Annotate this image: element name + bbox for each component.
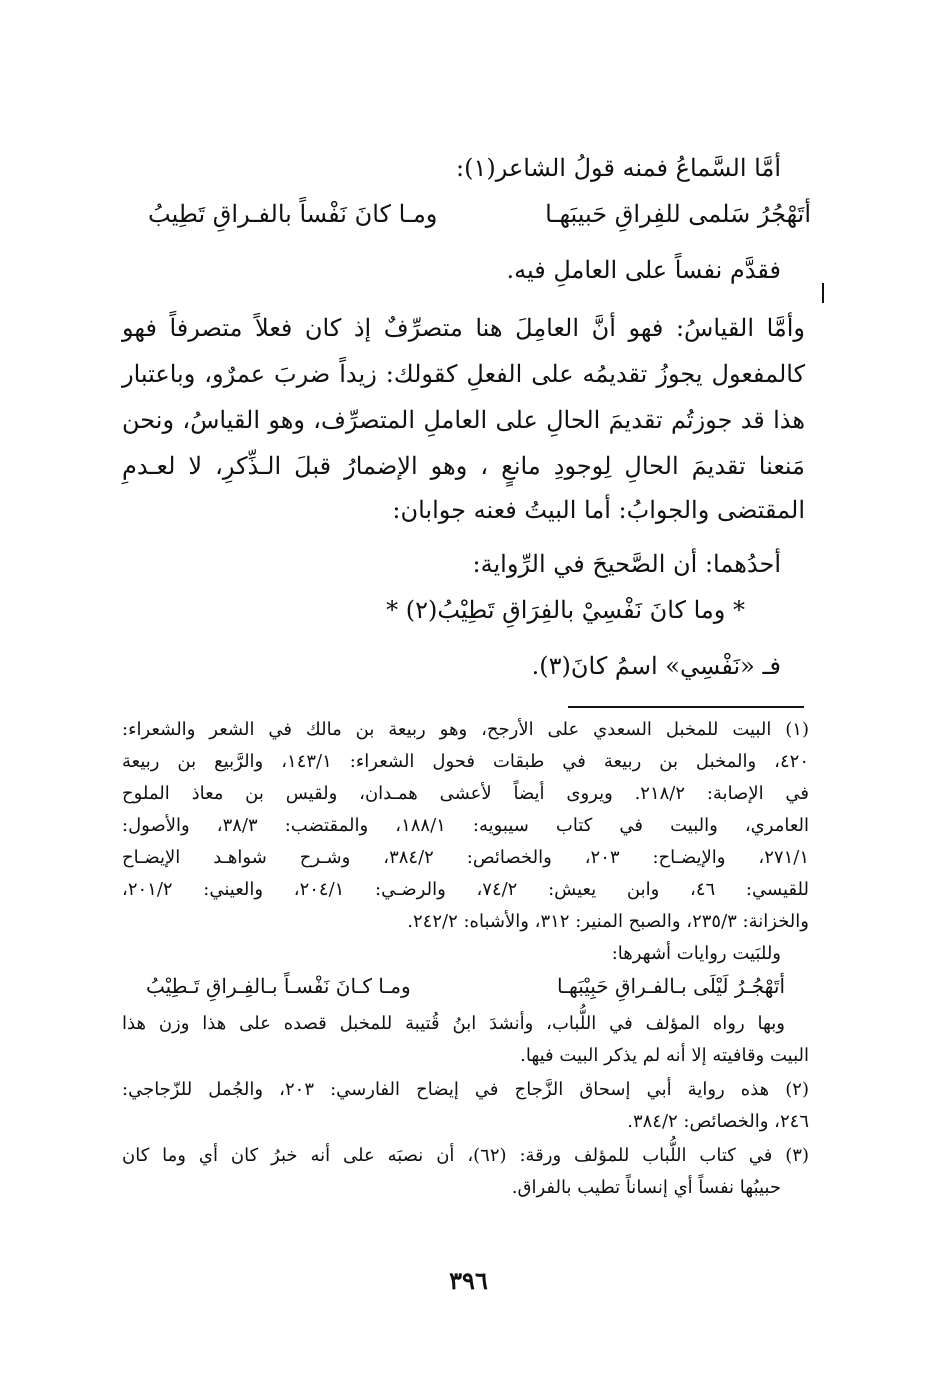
footnote-1-line-2: ٤٢٠، والمخبل بن ربيعة في طبقات فحول الشعراء: ١٤٣/١، والرَّبيع بن ربيعة [122,751,809,772]
para-line-5: المقتضى والجوابُ: أما البيتُ فعنه جوابان: [392,496,805,524]
footnote-1-line-5: ٢٧١/١، والإيضـاح: ٢٠٣، والخصائص: ٣٨٤/٢، وشـرح شواهـد الإيضـاح [122,847,809,868]
footnote-1-verse [146,972,785,1000]
para-line-4: مَنعنا تقديمَ الحالِ لِوجودِ مانعٍ ، وهو الإضمارُ قبلَ الـذِّكرِ، لا لعـدمِ [122,452,805,480]
footnote-verse-first-hemistich: أتَهْجُـرُ لَيْلَى بـالفـراقِ حَبِيْبَهـا [557,974,785,998]
para-line-1: وأمَّا القياسُ: فهو أنَّ العامِلَ هنا متصرِّفٌ إذ كان فعلاً متصرفاً فهو [122,314,805,342]
verse-1 [148,196,811,232]
footnote-1-line-3: في الإصابة: ٢١٨/٢. ويروى أيضاً لأعشى همـدان، ولقيس بن معاذ الملوح [122,783,810,804]
footnote-3-line-1: (٣) في كتاب اللُّباب للمؤلف ورقة: (٦٢)، أن نصبَه على أنه خبرُ كان أي وما كان [122,1145,809,1166]
verse-2: * وما كانَ نَفْسِيْ بالفِرَاقِ تَطِيْبُ(٢) * [386,596,745,624]
margin-mark [822,283,824,303]
footnote-1-continuation: وبها رواه المؤلف في اللُّباب، وأنشدَ ابنُ قُتيبة للمخبل قصده على هذا وزن هذا [122,1013,785,1034]
footnote-1-variants-intro: وللبَيت روايات أشهرها: [611,943,781,964]
para-line-2: كالمفعول يجوزُ تقديمُه على الفعلِ كقولك: زيداً ضربَ عمرٌو، وباعتبار [122,360,805,388]
footnote-1-continuation-end: البيت وقافيته إلا أنه لم يذكر البيت فيها. [520,1045,809,1066]
footnote-1-line-6: للقيسي: ٤٦، وابن يعيش: ٧٤/٢، والرضـي: ٢٠٤/١، والعيني: ٢٠١/٢، [122,879,809,900]
footnote-verse-second-hemistich: ومـا كـانَ نَفْسـاً بـالفِـراقِ تَـطِيْبُ [146,974,411,998]
footnote-2-line-2: ٢٤٦، والخصائص: ٣٨٤/٢. [627,1111,809,1132]
footnote-3-line-2: حبيبُها نفساً أي إنساناً تطيب بالفراق. [511,1177,781,1198]
footnote-2-line-1: (٢) هذه رواية أبي إسحاق الزَّجاج في إيضاح الفارسي: ٢٠٣، والجُمل للزّجاجي: [122,1079,809,1100]
verse-1-first-hemistich: أتَهْجُرُ سَلمى للفِراقِ حَبيبَهـا [545,200,811,228]
answer-1-line: أحدُهما: أن الصَّحيحَ في الرِّواية: [472,550,781,578]
footnote-1-line-1: (١) البيت للمخبل السعدي على الأرجح، وهو ربيعة بن مالك في الشعر والشعراء: [122,719,809,740]
para-line-3: هذا قد جوزتُم تقديمَ الحالِ على العاملِ المتصرِّف، وهو القياسُ، ونحن [122,406,805,434]
main-line-1: أمَّا السَّماعُ فمنه قولُ الشاعر(١): [456,154,781,182]
footnote-1-line-4: العامري، والبيت في كتاب سيبويه: ١٨٨/١، والمقتضب: ٣٨/٣، والأصول: [122,815,809,836]
page-number: ٣٩٦ [449,1266,488,1295]
answer-1-end: فـ «نَفْسِي» اسمُ كانَ(٣). [531,652,781,680]
main-line-3: فقدَّم نفساً على العاملِ فيه. [506,256,781,284]
footnote-separator [568,706,804,708]
verse-1-second-hemistich: ومـا كانَ نَفْساً بالفـراقِ تَطِيبُ [148,200,438,228]
footnote-1-line-7: والخزانة: ٢٣٥/٣، والصبح المنير: ٣١٢، والأشباه: ٢٤٢/٢. [407,911,809,932]
